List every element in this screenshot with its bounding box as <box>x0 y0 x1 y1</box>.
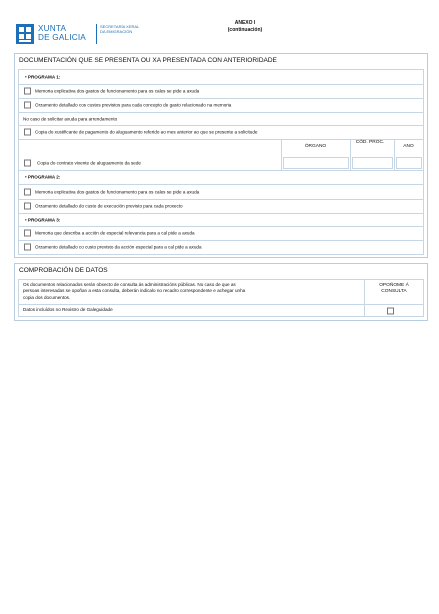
registry-row <box>19 304 423 317</box>
arrendamento-note-row <box>19 112 423 126</box>
list-item <box>19 156 423 171</box>
checkbox[interactable] <box>24 203 31 210</box>
documentation-table <box>18 69 424 255</box>
list-item <box>19 125 423 140</box>
list-item <box>19 184 423 200</box>
item-label: Copia do contrato vixente de aluguamento da sede <box>37 160 141 166</box>
checkbox[interactable] <box>24 244 31 251</box>
organo-header: ÓRGANO <box>304 144 327 149</box>
list-item <box>19 98 423 113</box>
oppose-header: OPOÑOME Á CONSULTA <box>379 283 409 294</box>
annex-title: ANEXO I <box>234 20 256 26</box>
arrendamento-note: No caso de solicitar axuda para arrendamento <box>23 116 118 121</box>
logo-divider <box>96 24 97 44</box>
consultation-text-line: copia dos documentos. <box>23 294 71 300</box>
data-check-title: COMPROBACIÓN DE DATOS <box>19 267 108 274</box>
ano-header: ANO <box>403 144 414 149</box>
xunta-logo <box>16 22 140 46</box>
programa1-row <box>19 70 423 85</box>
consultation-text-line: persoas interesadas se opoñan a esta consulta, deberán indicalo no recadro correspondente e achegar unha <box>23 288 246 294</box>
logo-line1: XUNTA <box>38 24 67 33</box>
checkbox[interactable] <box>24 160 31 167</box>
oppose-checkbox[interactable] <box>387 308 394 315</box>
programa2-label: • PROGRAMA 2: <box>25 174 61 180</box>
list-item <box>19 240 423 254</box>
list-item <box>19 226 423 241</box>
item-label: Memoria que describa a acción de especial relevancia para a cal pide a axuda <box>35 230 195 236</box>
checkbox[interactable] <box>24 102 31 109</box>
checkbox[interactable] <box>24 129 31 136</box>
item-label: Orzamento detallado cos custos previstos para cada concepto de gasto relacionado na memoria <box>35 102 232 108</box>
documentation-section <box>14 53 428 258</box>
registry-label: Datos incluídos no Rexistro de Galeguidade <box>23 307 113 312</box>
organo-field[interactable] <box>283 157 349 169</box>
logo-line2: DE GALICIA <box>38 33 86 42</box>
programa3-label: • PROGRAMA 3: <box>25 217 61 222</box>
cod-proc-field[interactable] <box>352 157 393 169</box>
item-label: Orzamento detallado do custo de execución previsto para cada proxecto <box>35 203 183 209</box>
checkbox[interactable] <box>24 188 31 195</box>
logo-subtitle: SECRETARÍA XERAL DA EMIGRACIÓN <box>100 24 140 34</box>
item-label: Memoria explicativa dos gastos de funcionamento para os cales se pide a axuda <box>35 88 200 94</box>
consultation-text-line: Os documentos relacionados serán obxecto de consulta ás administracións públicas. No caso de que as <box>23 282 236 287</box>
xunta-emblem-icon <box>16 24 34 44</box>
list-item <box>19 84 423 99</box>
codes-header-row <box>19 139 423 156</box>
programa3-row <box>19 213 423 227</box>
data-check-section <box>14 263 428 321</box>
documentation-title: DOCUMENTACIÓN QUE SE PRESENTA OU XA PRESENTADA CON ANTERIORIDADE <box>19 57 277 64</box>
programa1-label: • PROGRAMA 1: <box>25 74 61 80</box>
cod-proc-header: CÓD. PROC. <box>355 140 385 145</box>
checkbox[interactable] <box>24 230 31 237</box>
ano-field[interactable] <box>396 157 422 169</box>
programa2-row <box>19 170 423 185</box>
list-item <box>19 199 423 214</box>
item-label: Copia do xustificante de pagamento do aluguamento referido ao mes anterior ao que se presente a solicitude <box>35 129 258 135</box>
annex-heading <box>200 20 290 34</box>
checkbox[interactable] <box>24 88 31 95</box>
consultation-text <box>23 282 359 301</box>
data-check-table <box>18 279 424 317</box>
annex-subtitle: (continuación) <box>227 27 263 33</box>
item-label: Memoria explicativa dos gastos de funcionamento para os cales se pide a axuda <box>35 189 200 194</box>
item-label: Orzamento detallado co custo previsto da acción especial para a cal pide a axuda <box>35 244 202 250</box>
